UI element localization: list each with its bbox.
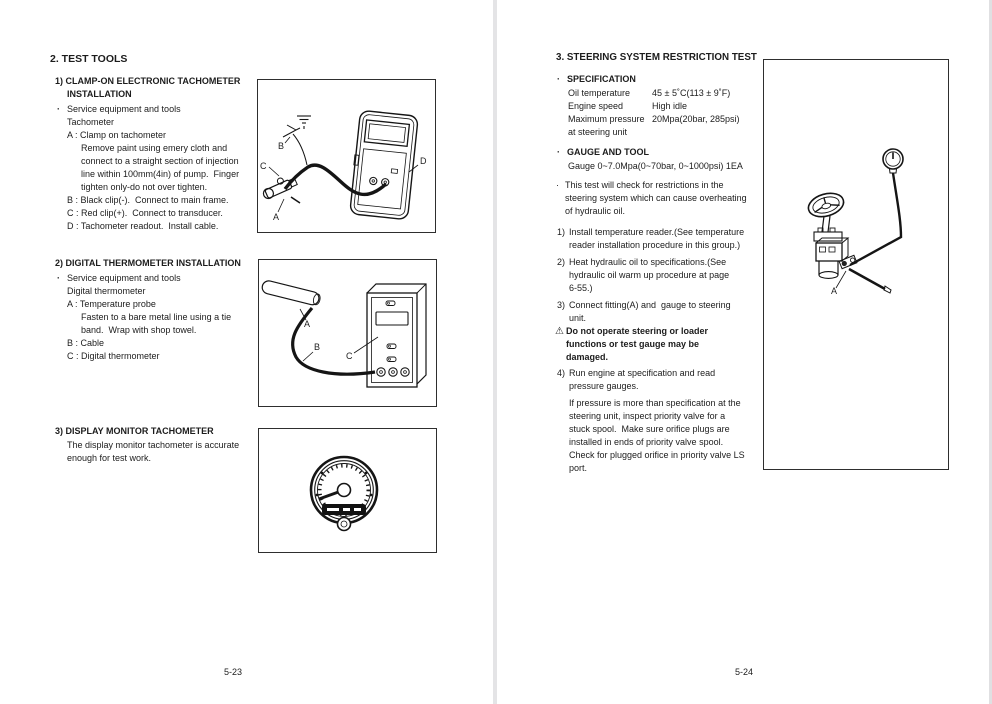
text-line: damaged. — [566, 352, 609, 362]
section1-item-a-note — [81, 142, 239, 194]
text-line: Run engine at specification and read — [569, 368, 716, 378]
section1-item-d: D : Tachometer readout. Install cable. — [67, 221, 219, 231]
section2-item-c: C : Digital thermometer — [67, 351, 160, 361]
section2-heading: 2) DIGITAL THERMOMETER INSTALLATION — [55, 258, 241, 268]
text-line: unit. — [569, 313, 587, 323]
gauge-and-tool-heading: · GAUGE AND TOOL — [557, 147, 650, 157]
fig1-label-c: C — [260, 161, 267, 171]
pressure-gauge-icon — [883, 149, 903, 173]
step-4-note — [569, 397, 745, 475]
text-line: Service equipment and tools — [67, 104, 181, 114]
text-line: pressure gauges. — [569, 381, 639, 391]
text-line: steering system which can cause overheating — [565, 193, 747, 203]
section2-item-b: B : Cable — [67, 338, 105, 348]
section1-item-c: C : Red clip(+). Connect to transducer. — [67, 208, 223, 218]
page-title-left: 2. TEST TOOLS — [50, 53, 128, 65]
fig1-label-b: B — [278, 141, 285, 151]
text-line: If pressure is more than specification at the — [569, 398, 741, 408]
spec-row: at steering unit — [568, 127, 628, 137]
fig2-label-b: B — [314, 342, 321, 352]
step-2: 2) Heat hydraulic oil to specifications.(See hydraulic oil warm up procedure at page 6-55.) — [557, 257, 730, 293]
section1-item-a: A : Clamp on tachometer — [67, 130, 167, 140]
text-line: of hydraulic oil. — [565, 206, 626, 216]
spec-row: Maximum pressure 20Mpa(20bar, 285psi) — [568, 114, 740, 124]
figure-digital-thermometer — [258, 259, 437, 407]
spec-row: Engine speed High idle — [568, 101, 688, 111]
text-line: band. Wrap with shop towel. — [81, 325, 197, 335]
text-line: connect to a straight section of injection — [81, 156, 239, 166]
text-line: Heat hydraulic oil to specifications.(See — [569, 257, 727, 267]
section1-heading: 1) CLAMP-ON ELECTRONIC TACHOMETER INSTALLATION — [55, 76, 241, 99]
page-title-right: 3. STEERING SYSTEM RESTRICTION TEST — [556, 52, 757, 63]
text-line: installed in ends of priority valve spool. — [569, 437, 724, 447]
text-line: The display monitor tachometer is accurate — [67, 440, 240, 450]
figure-display-monitor-tachometer — [258, 428, 437, 553]
text-line: Fasten to a bare metal line using a tie — [81, 312, 232, 322]
section2-item-a-note — [81, 311, 231, 337]
page-number-left: 5-23 — [224, 667, 243, 677]
section1-item-b: B : Black clip(-). Connect to main frame. — [67, 195, 229, 205]
text-line: Digital thermometer — [67, 286, 146, 296]
section2-item-a: A : Temperature probe — [67, 299, 156, 309]
page-right — [497, 0, 992, 704]
text-line: Install temperature reader.(See temperature — [569, 227, 745, 237]
text-line: steering unit, inspect priority valve for a — [569, 411, 726, 421]
clamp-on-tachometer-drawing — [258, 80, 435, 232]
text-line: Tachometer — [67, 117, 115, 127]
svg-text:+: + — [294, 174, 299, 181]
text-line: port. — [569, 463, 588, 473]
page-number-right: 5-24 — [735, 667, 754, 677]
steering-unit-drawing — [764, 60, 948, 469]
text-line: stuck spool. Make sure orifice plugs are — [569, 424, 730, 434]
step-1: 1) Install temperature reader.(See temperature reader installation procedure in this group.) — [557, 227, 745, 250]
text-line: Check for plugged orifice in priority valve LS — [569, 450, 745, 460]
text-line: tighten only-do not over tighten. — [81, 182, 208, 192]
page-divider — [493, 0, 497, 704]
gauge-and-tool-line: Gauge 0~7.0Mpa(0~70bar, 0~1000psi) 1EA — [568, 161, 743, 171]
intro-paragraph: · This test will check for restrictions in the steering system which can cause overheating of hydraulic oil. — [556, 180, 747, 216]
text-line: Connect fitting(A) and gauge to steering — [569, 300, 731, 310]
text-line: 6-55.) — [569, 283, 593, 293]
text-line: Remove paint using emery cloth and — [81, 143, 228, 153]
ground-icon — [297, 116, 311, 129]
text-line: reader installation procedure in this group.) — [569, 240, 741, 250]
section1-equipment: · Service equipment and tools Tachometer — [57, 104, 181, 127]
warning-note — [555, 325, 708, 364]
warning-icon: ⚠ — [555, 326, 564, 337]
page-left — [0, 0, 493, 704]
gauge-dial-drawing — [259, 429, 436, 552]
fig2-label-c: C — [346, 351, 353, 361]
fig1-label-a: A — [273, 212, 280, 222]
fig2-label-a: A — [304, 319, 311, 329]
text-line: hydraulic oil warm up procedure at page — [569, 270, 730, 280]
text-line: line within 100mm(4in) of pump. Finger — [81, 169, 240, 179]
specification-table — [568, 87, 768, 139]
text-line: functions or test gauge may be — [566, 339, 700, 349]
text-line: This test will check for restrictions in the — [565, 180, 724, 190]
digital-thermometer-drawing — [259, 260, 436, 406]
section3-heading: 3) DISPLAY MONITOR TACHOMETER — [55, 426, 214, 436]
fig4-label-a: A — [831, 286, 838, 296]
step-3: 3) Connect fitting(A) and gauge to steering unit. — [557, 300, 731, 323]
text-line: Do not operate steering or loader — [566, 326, 709, 336]
step-4: 4) Run engine at specification and read pressure gauges. — [557, 368, 716, 391]
spec-row: Oil temperature 45 ± 5˚C(113 ± 9˚F) — [568, 88, 731, 98]
section3-body — [67, 439, 239, 465]
figure-steering-restriction-test — [763, 59, 949, 470]
section2-equipment: · Service equipment and tools Digital thermometer — [57, 273, 181, 296]
text-line: enough for test work. — [67, 453, 152, 463]
specification-heading: · SPECIFICATION — [557, 74, 636, 84]
fig1-label-d: D — [420, 156, 427, 166]
figure-clamp-on-tachometer — [257, 79, 436, 233]
text-line: Service equipment and tools — [67, 273, 181, 283]
